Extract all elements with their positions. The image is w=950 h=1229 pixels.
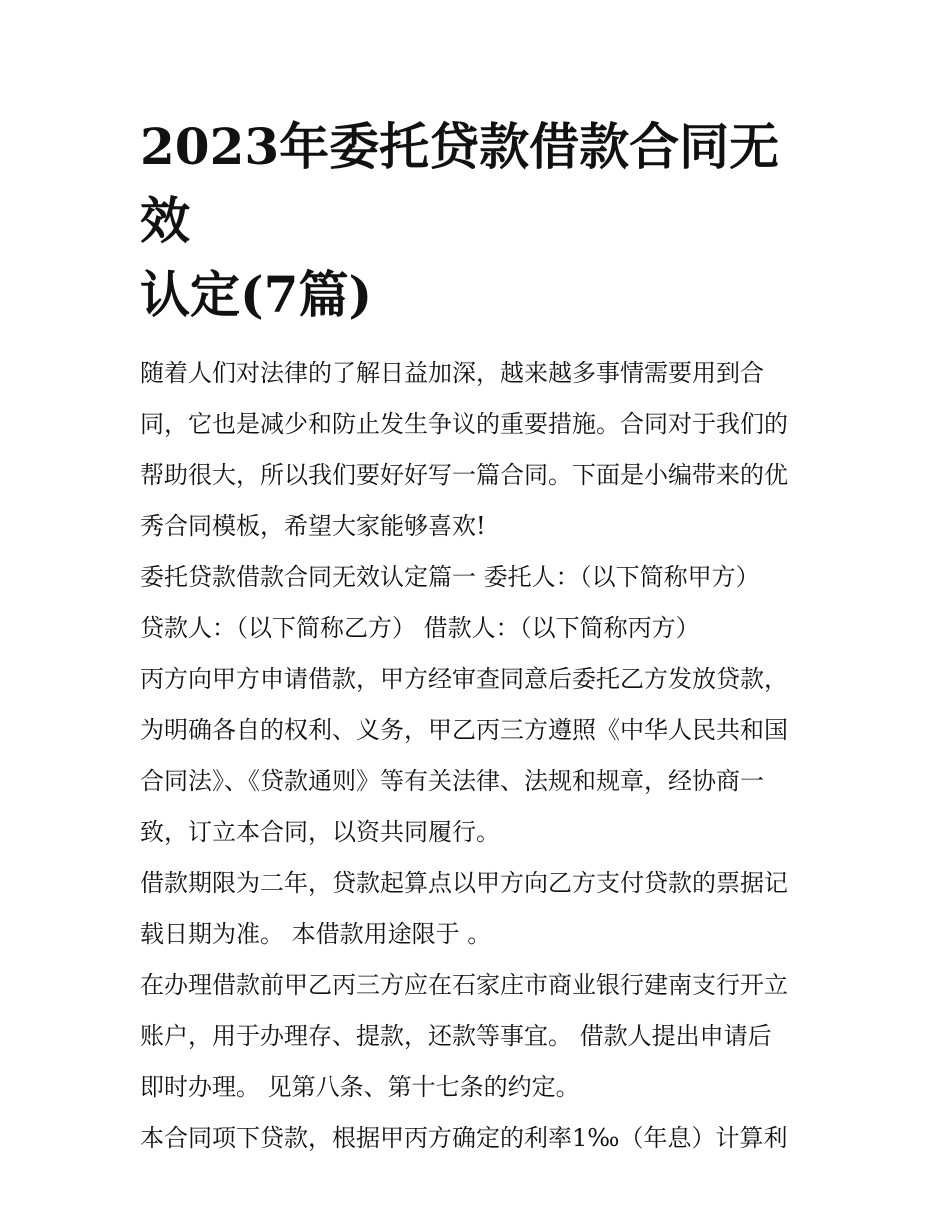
document-page bbox=[140, 110, 812, 1164]
text-line: 载日期为准。 本借款用途限于 。 bbox=[140, 920, 492, 948]
text-line: 贷款人：（以下简称乙方） 借款人：（以下简称丙方） bbox=[140, 614, 700, 642]
text-line: 同，它也是减少和防止发生争议的重要措施。合同对于我们的 bbox=[140, 410, 788, 438]
text-line: 委托贷款借款合同无效认定篇一 委托人：（以下简称甲方） bbox=[140, 563, 760, 591]
paragraph-parties bbox=[140, 552, 812, 654]
paragraph-account bbox=[140, 960, 812, 1113]
paragraph-term bbox=[140, 858, 812, 960]
title-line-1: 2023年委托贷款借款合同无效 bbox=[140, 117, 780, 250]
text-line: 丙方向甲方申请借款，甲方经审查同意后委托乙方发放贷款， bbox=[140, 665, 788, 693]
text-line: 在办理借款前甲乙丙三方应在石家庄市商业银行建南支行开立 bbox=[140, 971, 788, 999]
document-title bbox=[140, 110, 812, 332]
text-line: 账户，用于办理存、提款，还款等事宜。 借款人提出申请后 bbox=[140, 1022, 772, 1050]
document-body bbox=[140, 348, 812, 1164]
text-line: 本合同项下贷款，根据甲丙方确定的利率1‰（年息）计算利 bbox=[140, 1124, 788, 1152]
title-line-2: 认定(7篇) bbox=[140, 265, 373, 324]
text-line: 帮助很大，所以我们要好好写一篇合同。下面是小编带来的优 bbox=[140, 461, 788, 489]
text-line: 借款期限为二年，贷款起算点以甲方向乙方支付贷款的票据记 bbox=[140, 869, 788, 897]
text-line: 随着人们对法律的了解日益加深，越来越多事情需要用到合 bbox=[140, 359, 764, 387]
paragraph-intro bbox=[140, 348, 812, 552]
paragraph-purpose bbox=[140, 654, 812, 858]
text-line: 即时办理。 见第八条、第十七条的约定。 bbox=[140, 1073, 580, 1101]
paragraph-interest bbox=[140, 1113, 812, 1164]
text-line: 秀合同模板，希望大家能够喜欢! bbox=[140, 512, 486, 540]
text-line: 致，订立本合同，以资共同履行。 bbox=[140, 818, 500, 846]
text-line: 合同法》、《贷款通则》等有关法律、法规和规章，经协商一 bbox=[140, 767, 764, 795]
text-line: 为明确各自的权利、义务，甲乙丙三方遵照《中华人民共和国 bbox=[140, 716, 788, 744]
